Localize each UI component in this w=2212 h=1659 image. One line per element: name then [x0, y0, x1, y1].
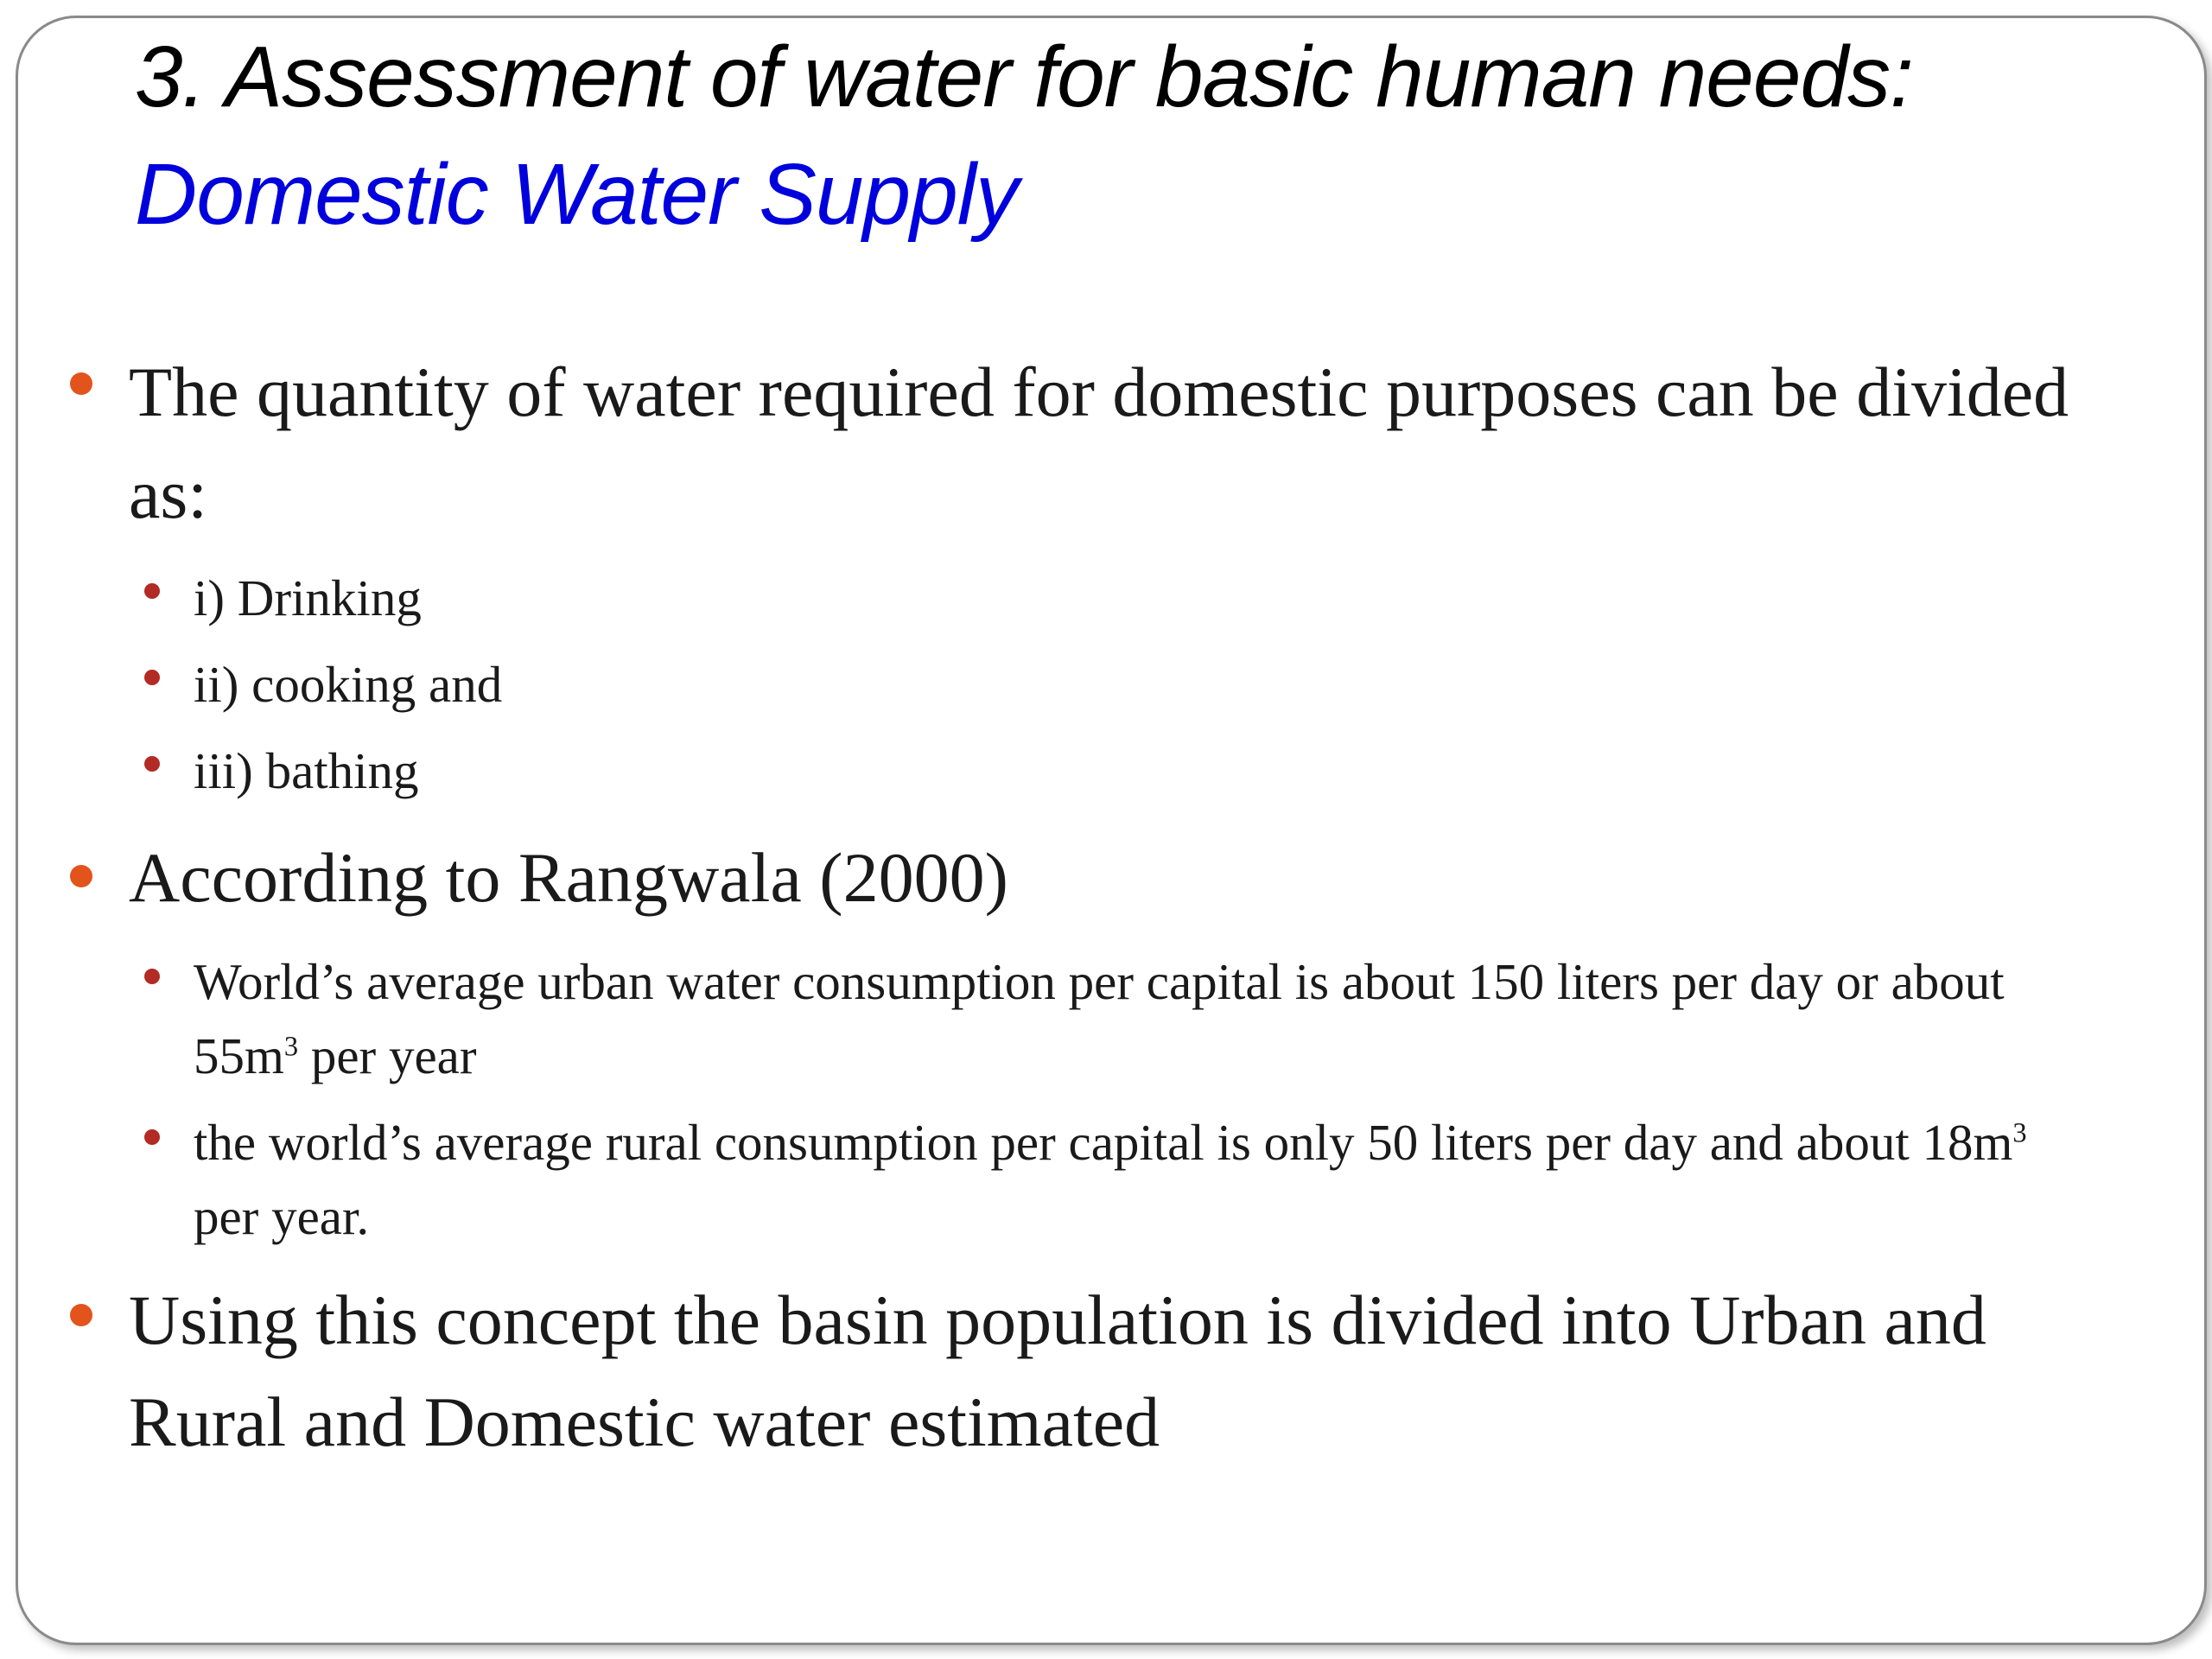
sub-bullet-dot — [144, 1129, 160, 1145]
bullet-rangwala: According to Rangwala (2000) — [129, 838, 1008, 917]
rural-sup: 3 — [2012, 1117, 2027, 1149]
sub-bullet-bathing: iii) bathing — [194, 742, 419, 799]
rural-text: the world’s average rural consumption per capital is only 50 liters per day and about 18m — [194, 1114, 2013, 1171]
title-main: 3. Assessment of water for basic human needs: — [135, 29, 1913, 125]
sub-bullet-dot — [144, 670, 160, 685]
urban-text-end: per year — [298, 1027, 477, 1084]
sub-bullet-rural — [194, 1105, 2094, 1254]
bullet-dot — [70, 865, 92, 887]
bullet-concept: Using this concept the basin population is divided into Urban and Rural and Domestic water estimated — [129, 1281, 1986, 1461]
rural-text-end: per year. — [194, 1188, 370, 1245]
bullet-dot — [70, 372, 92, 395]
urban-sup: 3 — [283, 1031, 299, 1063]
bullet-dot — [70, 1304, 92, 1326]
slide-content — [18, 18, 2204, 1643]
sub-bullet-dot — [144, 583, 160, 599]
urban-text: World’s average urban water consumption per capital is about 150 liters per day or about 55m — [194, 953, 2005, 1084]
sub-bullet-dot — [144, 756, 160, 772]
bullet-quantity: The quantity of water required for domestic purposes can be divided as: — [129, 353, 2069, 533]
sub-bullet-urban — [194, 944, 2094, 1093]
slide — [16, 16, 2207, 1645]
sub-bullet-drinking: i) Drinking — [194, 569, 422, 626]
title-accent: Domestic Water Supply — [135, 146, 1018, 243]
sub-bullet-cooking: ii) cooking and — [194, 656, 503, 713]
sub-bullet-dot — [144, 969, 160, 984]
